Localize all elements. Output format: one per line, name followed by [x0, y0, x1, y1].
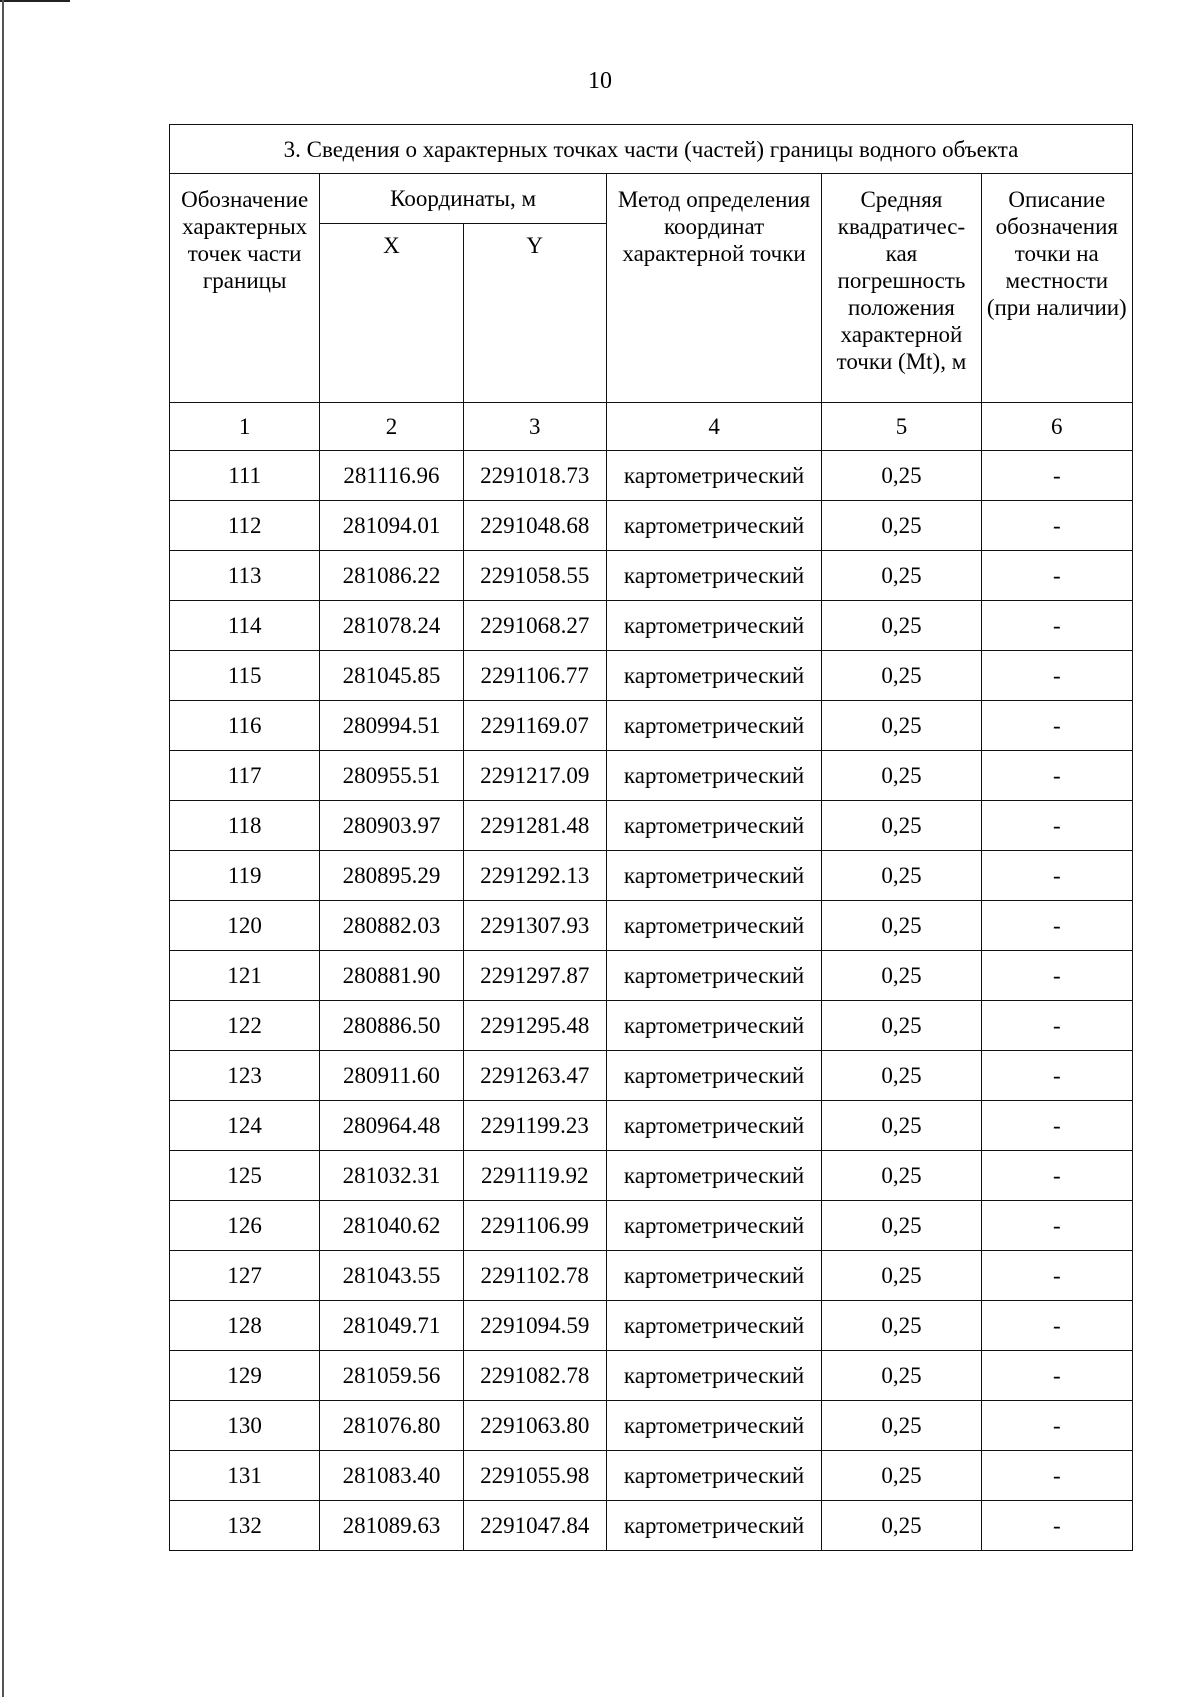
- table-row: [170, 1251, 1133, 1301]
- header-mean-error: Средняя квадратичес-кая погрешность положения характерной точки (Mt), м: [822, 174, 981, 403]
- cell-y: 2291082.78: [463, 1351, 606, 1401]
- cell-point-id: 130: [170, 1401, 320, 1451]
- cell-x: 281049.71: [320, 1301, 463, 1351]
- cell-error: 0,25: [822, 1051, 981, 1101]
- cell-error: 0,25: [822, 1451, 981, 1501]
- cell-point-id: 114: [170, 601, 320, 651]
- cell-description: -: [981, 451, 1132, 501]
- table-row: [170, 1501, 1133, 1551]
- cell-y: 2291292.13: [463, 851, 606, 901]
- boundary-points-table: [169, 124, 1133, 1551]
- cell-y: 2291119.92: [463, 1151, 606, 1201]
- cell-error: 0,25: [822, 751, 981, 801]
- cell-point-id: 132: [170, 1501, 320, 1551]
- cell-description: -: [981, 1101, 1132, 1151]
- header-method: Метод определения координат характерной точки: [606, 174, 821, 403]
- cell-y: 2291295.48: [463, 1001, 606, 1051]
- cell-method: картометрический: [606, 1351, 821, 1401]
- cell-x: 280955.51: [320, 751, 463, 801]
- table-row: [170, 1301, 1133, 1351]
- cell-error: 0,25: [822, 1101, 981, 1151]
- cell-y: 2291263.47: [463, 1051, 606, 1101]
- cell-x: 281089.63: [320, 1501, 463, 1551]
- cell-description: -: [981, 701, 1132, 751]
- cell-method: картометрический: [606, 1101, 821, 1151]
- cell-y: 2291047.84: [463, 1501, 606, 1551]
- cell-method: картометрический: [606, 1501, 821, 1551]
- header-description: Описание обозначения точки на местности (при наличии): [981, 174, 1132, 403]
- cell-error: 0,25: [822, 1251, 981, 1301]
- cell-point-id: 129: [170, 1351, 320, 1401]
- cell-description: -: [981, 551, 1132, 601]
- cell-method: картометрический: [606, 801, 821, 851]
- cell-error: 0,25: [822, 1151, 981, 1201]
- table-row: [170, 1001, 1133, 1051]
- cell-method: картометрический: [606, 951, 821, 1001]
- column-number: 5: [822, 403, 981, 451]
- cell-point-id: 115: [170, 651, 320, 701]
- column-number: 1: [170, 403, 320, 451]
- cell-description: -: [981, 1201, 1132, 1251]
- cell-description: -: [981, 501, 1132, 551]
- cell-point-id: 121: [170, 951, 320, 1001]
- table-row: [170, 1401, 1133, 1451]
- cell-y: 2291169.07: [463, 701, 606, 751]
- cell-y: 2291048.68: [463, 501, 606, 551]
- cell-point-id: 118: [170, 801, 320, 851]
- cell-point-id: 122: [170, 1001, 320, 1051]
- cell-y: 2291094.59: [463, 1301, 606, 1351]
- cell-description: -: [981, 951, 1132, 1001]
- column-number: 4: [606, 403, 821, 451]
- cell-method: картометрический: [606, 1301, 821, 1351]
- table-row: [170, 1451, 1133, 1501]
- cell-x: 280895.29: [320, 851, 463, 901]
- cell-error: 0,25: [822, 1001, 981, 1051]
- cell-x: 281032.31: [320, 1151, 463, 1201]
- cell-method: картометрический: [606, 751, 821, 801]
- column-number: 2: [320, 403, 463, 451]
- cell-error: 0,25: [822, 1201, 981, 1251]
- cell-error: 0,25: [822, 451, 981, 501]
- cell-method: картометрический: [606, 1201, 821, 1251]
- cell-x: 280881.90: [320, 951, 463, 1001]
- cell-description: -: [981, 1401, 1132, 1451]
- cell-error: 0,25: [822, 651, 981, 701]
- table-row: [170, 1351, 1133, 1401]
- table-row: [170, 1051, 1133, 1101]
- table-title: 3. Сведения о характерных точках части (частей) границы водного объекта: [170, 125, 1133, 174]
- cell-description: -: [981, 801, 1132, 851]
- cell-description: -: [981, 1051, 1132, 1101]
- cell-error: 0,25: [822, 501, 981, 551]
- column-number: 3: [463, 403, 606, 451]
- cell-error: 0,25: [822, 1501, 981, 1551]
- cell-method: картометрический: [606, 451, 821, 501]
- scan-edge-left: [2, 0, 4, 1697]
- cell-y: 2291199.23: [463, 1101, 606, 1151]
- cell-x: 281043.55: [320, 1251, 463, 1301]
- cell-x: 280903.97: [320, 801, 463, 851]
- cell-description: -: [981, 1351, 1132, 1401]
- column-number-row: [170, 403, 1133, 451]
- cell-y: 2291102.78: [463, 1251, 606, 1301]
- cell-point-id: 125: [170, 1151, 320, 1201]
- cell-point-id: 128: [170, 1301, 320, 1351]
- cell-point-id: 124: [170, 1101, 320, 1151]
- cell-point-id: 127: [170, 1251, 320, 1301]
- header-y: Y: [463, 224, 606, 403]
- cell-method: картометрический: [606, 851, 821, 901]
- cell-x: 281076.80: [320, 1401, 463, 1451]
- cell-point-id: 131: [170, 1451, 320, 1501]
- cell-method: картометрический: [606, 1051, 821, 1101]
- cell-description: -: [981, 901, 1132, 951]
- table-row: [170, 651, 1133, 701]
- cell-y: 2291307.93: [463, 901, 606, 951]
- cell-x: 281083.40: [320, 1451, 463, 1501]
- cell-y: 2291018.73: [463, 451, 606, 501]
- table-row: [170, 1201, 1133, 1251]
- cell-x: 280911.60: [320, 1051, 463, 1101]
- cell-y: 2291281.48: [463, 801, 606, 851]
- cell-description: -: [981, 651, 1132, 701]
- cell-point-id: 113: [170, 551, 320, 601]
- cell-point-id: 119: [170, 851, 320, 901]
- cell-y: 2291297.87: [463, 951, 606, 1001]
- cell-error: 0,25: [822, 801, 981, 851]
- cell-method: картометрический: [606, 1451, 821, 1501]
- cell-x: 281086.22: [320, 551, 463, 601]
- cell-y: 2291058.55: [463, 551, 606, 601]
- cell-x: 281040.62: [320, 1201, 463, 1251]
- cell-y: 2291106.99: [463, 1201, 606, 1251]
- cell-method: картометрический: [606, 901, 821, 951]
- cell-method: картометрический: [606, 701, 821, 751]
- cell-error: 0,25: [822, 1301, 981, 1351]
- cell-error: 0,25: [822, 901, 981, 951]
- cell-y: 2291068.27: [463, 601, 606, 651]
- cell-method: картометрический: [606, 501, 821, 551]
- cell-error: 0,25: [822, 551, 981, 601]
- cell-description: -: [981, 1001, 1132, 1051]
- cell-method: картометрический: [606, 601, 821, 651]
- scan-edge-top: [0, 0, 70, 2]
- cell-error: 0,25: [822, 951, 981, 1001]
- header-coordinates: Координаты, м: [320, 174, 607, 224]
- cell-y: 2291063.80: [463, 1401, 606, 1451]
- table-row: [170, 701, 1133, 751]
- cell-point-id: 116: [170, 701, 320, 751]
- cell-method: картометрический: [606, 651, 821, 701]
- cell-method: картометрический: [606, 551, 821, 601]
- cell-x: 281045.85: [320, 651, 463, 701]
- cell-description: -: [981, 851, 1132, 901]
- cell-description: -: [981, 1151, 1132, 1201]
- cell-y: 2291055.98: [463, 1451, 606, 1501]
- table-row: [170, 1101, 1133, 1151]
- table-row: [170, 851, 1133, 901]
- table-row: [170, 551, 1133, 601]
- cell-error: 0,25: [822, 601, 981, 651]
- cell-point-id: 111: [170, 451, 320, 501]
- cell-description: -: [981, 1501, 1132, 1551]
- cell-description: -: [981, 1251, 1132, 1301]
- cell-method: картометрический: [606, 1401, 821, 1451]
- table-row: [170, 801, 1133, 851]
- header-point-designation: Обозначение характерных точек части границы: [170, 174, 320, 403]
- cell-method: картометрический: [606, 1251, 821, 1301]
- table-row: [170, 751, 1133, 801]
- cell-x: 281116.96: [320, 451, 463, 501]
- cell-error: 0,25: [822, 1401, 981, 1451]
- table-row: [170, 1151, 1133, 1201]
- cell-x: 280994.51: [320, 701, 463, 751]
- cell-description: -: [981, 751, 1132, 801]
- column-number: 6: [981, 403, 1132, 451]
- cell-error: 0,25: [822, 851, 981, 901]
- table-row: [170, 901, 1133, 951]
- cell-point-id: 123: [170, 1051, 320, 1101]
- cell-error: 0,25: [822, 701, 981, 751]
- header-x: X: [320, 224, 463, 403]
- cell-point-id: 117: [170, 751, 320, 801]
- cell-x: 281078.24: [320, 601, 463, 651]
- cell-x: 280882.03: [320, 901, 463, 951]
- cell-method: картометрический: [606, 1001, 821, 1051]
- cell-description: -: [981, 601, 1132, 651]
- table-row: [170, 501, 1133, 551]
- cell-y: 2291217.09: [463, 751, 606, 801]
- cell-point-id: 112: [170, 501, 320, 551]
- cell-x: 280886.50: [320, 1001, 463, 1051]
- table-row: [170, 451, 1133, 501]
- cell-description: -: [981, 1451, 1132, 1501]
- cell-method: картометрический: [606, 1151, 821, 1201]
- cell-x: 280964.48: [320, 1101, 463, 1151]
- cell-y: 2291106.77: [463, 651, 606, 701]
- cell-x: 281059.56: [320, 1351, 463, 1401]
- cell-point-id: 120: [170, 901, 320, 951]
- cell-description: -: [981, 1301, 1132, 1351]
- table-row: [170, 951, 1133, 1001]
- cell-x: 281094.01: [320, 501, 463, 551]
- cell-error: 0,25: [822, 1351, 981, 1401]
- page-number: 10: [588, 68, 612, 94]
- table-row: [170, 601, 1133, 651]
- cell-point-id: 126: [170, 1201, 320, 1251]
